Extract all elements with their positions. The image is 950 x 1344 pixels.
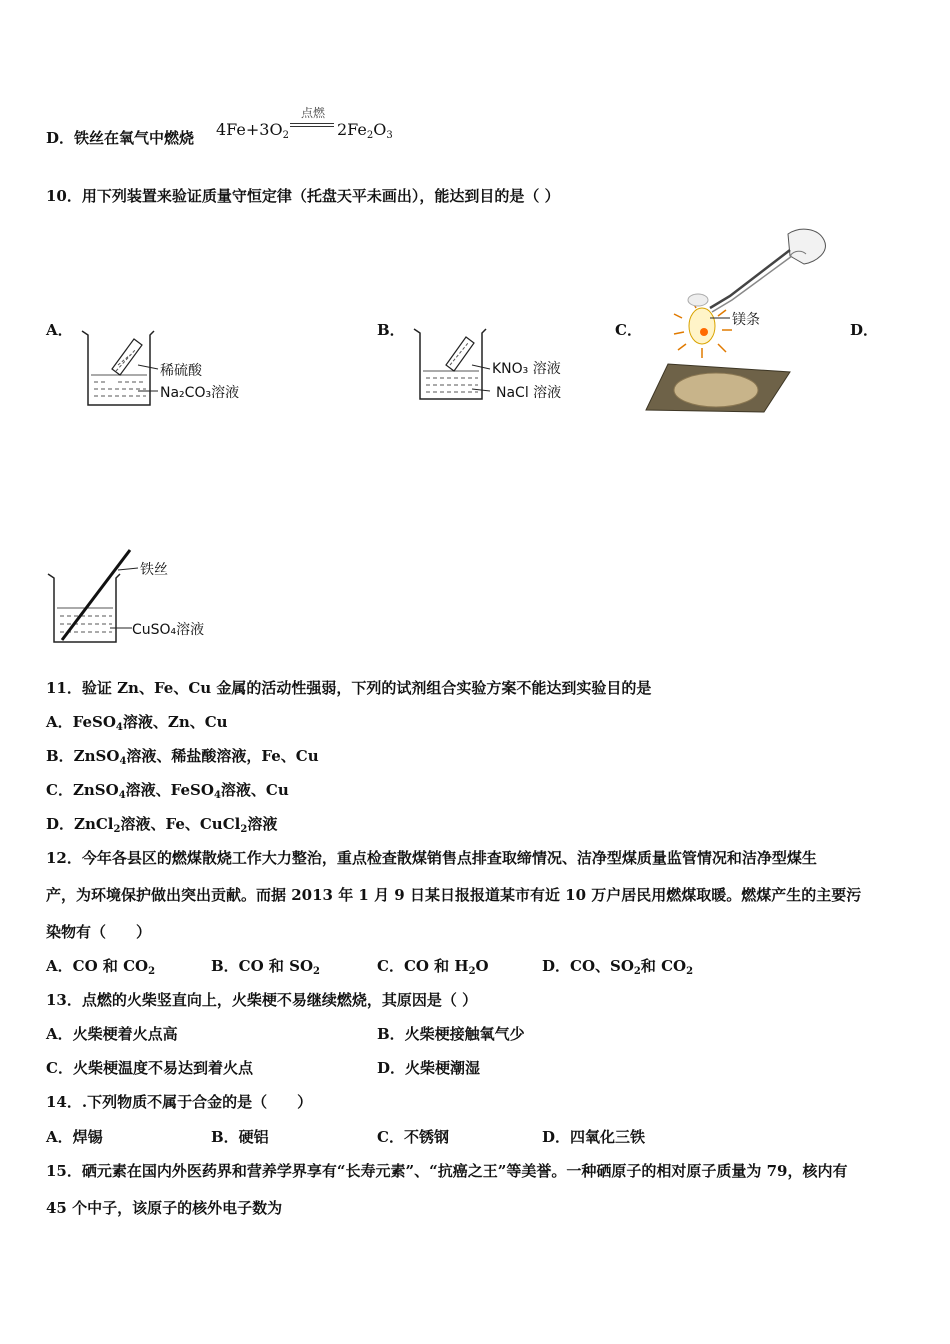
eq-left-sub: 2 [282, 130, 289, 141]
q9-option-d: D．铁丝在氧气中燃烧 [46, 129, 195, 147]
q15-line-2: 45 个中子，该原子的核外电子数为 [46, 1199, 283, 1217]
test-tube-icon [446, 337, 474, 371]
q14-option-a: A．焊锡 [46, 1128, 103, 1146]
q14-stem: 14．.下列物质不属于合金的是（ ） [46, 1093, 313, 1111]
q13-option-d: D．火柴梗潮湿 [377, 1059, 481, 1077]
asbestos-net-icon [646, 364, 790, 412]
q12-line-3: 染物有（ ） [46, 923, 152, 941]
q14-option-c: C．不锈钢 [377, 1128, 449, 1146]
fig-c-label: 镁条 [732, 312, 760, 328]
q11-option-b: B．ZnSO$_4$溶液、稀盐酸溶液，Fe、Cu [46, 747, 319, 767]
flame-icon [674, 294, 732, 358]
q12-option-c: C．CO 和 $H_2O$ [377, 957, 489, 977]
tongs-icon [710, 250, 792, 312]
q11-stem: 11．验证 Zn、Fe、Cu 金属的活动性强弱，下列的试剂组合实验方案不能达到实验目的是 [46, 679, 652, 697]
q12-option-b: B．CO 和 $SO_2$ [211, 957, 320, 977]
eq-right-sub1: 2 [366, 130, 374, 141]
eq-condition: 点燃 [300, 106, 325, 120]
fig-b-top-label: KNO₃ 溶液 [492, 361, 561, 377]
iron-wire-icon [62, 550, 130, 640]
beaker-figure-a [78, 325, 268, 415]
q10-option-c-letter: C． [615, 321, 642, 339]
q12-line-1: 12．今年各县区的燃煤散烧工作大力整治，重点检查散煤销售点排查取缔情况、洁净型煤质量监管情况和洁净型煤生 [46, 849, 817, 867]
eq-left: 4Fe+3O [216, 120, 283, 139]
q14-option-d: D．四氧化三铁 [542, 1128, 646, 1146]
q12-line-2: 产，为环境保护做出突出贡献。而据 2013 年 1 月 9 日某日报报道某市有近 10 万户居民用燃煤取暖。燃煤产生的主要污 [46, 886, 862, 904]
q10-option-a-letter: A． [46, 321, 73, 339]
eq-right-o: O [373, 120, 387, 139]
eq-right-fe: 2Fe [337, 120, 367, 139]
q15-line-1: 15．硒元素在国内外医药界和营养学界享有“长寿元素”、“抗癌之王”等美誉。一种硒原子的相对原子质量为 79，核内有 [46, 1162, 848, 1180]
q11-option-d: D．ZnCl$_2$溶液、Fe、CuCl$_2$溶液 [46, 815, 278, 835]
magnesium-burning-figure [640, 222, 840, 417]
q13-option-b: B．火柴梗接触氧气少 [377, 1025, 525, 1043]
eq-right [337, 120, 393, 141]
fig-a-top-label: 稀硫酸 [160, 363, 202, 379]
test-tube-icon [112, 339, 142, 375]
eq-double-line [290, 123, 334, 127]
fig-b-bottom-label: NaCl 溶液 [496, 385, 562, 401]
fig-d-bottom-label: CuSO₄溶液 [132, 622, 205, 638]
q12-option-d: D．CO、$SO_2$和 $CO_2$ [542, 957, 694, 977]
q10-option-b-letter: B． [377, 321, 405, 339]
q13-stem: 13．点燃的火柴竖直向上，火柴梗不易继续燃烧，其原因是（ ） [46, 991, 478, 1009]
beaker-figure-d [44, 546, 244, 646]
q12-option-a: A．CO 和 $CO_2$ [46, 957, 156, 977]
fig-a-bottom-label: Na₂CO₃溶液 [160, 385, 240, 401]
fig-d-top-label: 铁丝 [140, 562, 168, 578]
q11-option-c: C．ZnSO$_4$溶液、FeSO$_4$溶液、Cu [46, 781, 289, 801]
q14-option-b: B．硬铝 [211, 1128, 269, 1146]
q10-option-d-letter: D． [850, 321, 879, 339]
eq-right-sub2: 3 [386, 130, 393, 141]
q13-option-c: C．火柴梗温度不易达到着火点 [46, 1059, 253, 1077]
q9-equation [216, 120, 289, 141]
q13-option-a: A．火柴梗着火点高 [46, 1025, 178, 1043]
q11-option-a: A．FeSO$_4$溶液、Zn、Cu [46, 713, 228, 733]
hand-icon [788, 229, 825, 264]
q10-stem: 10．用下列装置来验证质量守恒定律（托盘天平未画出），能达到目的是（ ） [46, 187, 560, 205]
beaker-figure-b [410, 325, 600, 415]
